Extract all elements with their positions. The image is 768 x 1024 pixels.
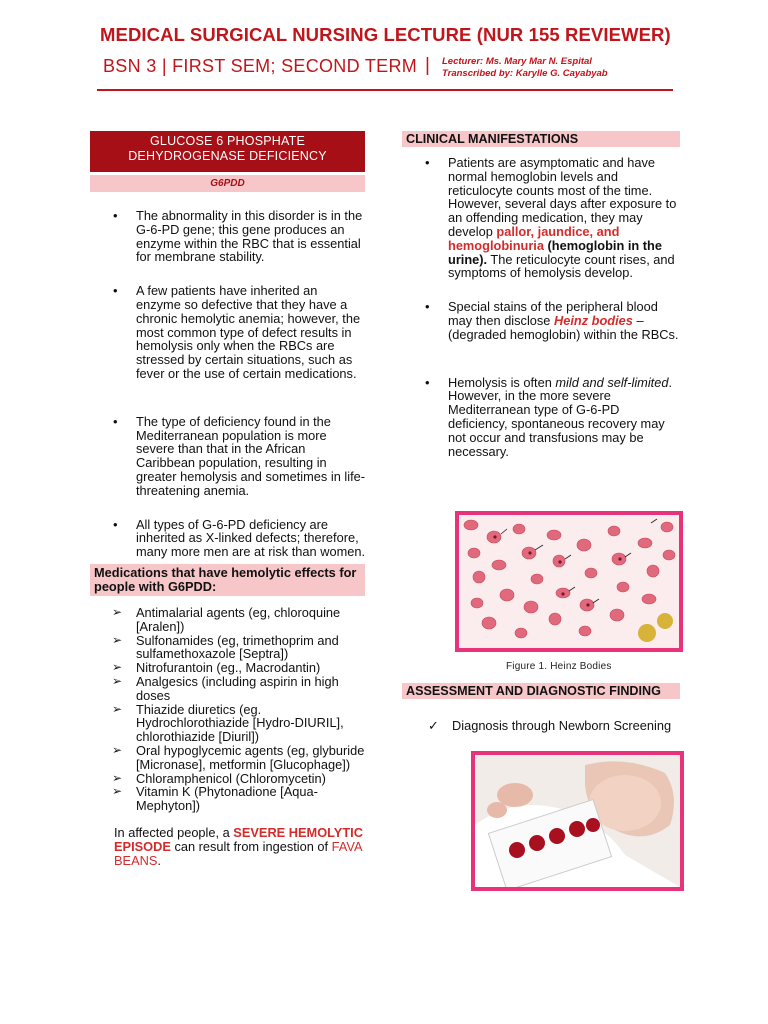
list-item: • The abnormality in this disorder is in the G-6-PD gene; this gene produces an enzyme within the RBC that is essential for membrane stability. [90, 209, 365, 264]
list-item: • All types of G-6-PD deficiency are inherited as X-linked defects; therefore, many more men are at risk than women. [90, 518, 365, 559]
list-item: • A few patients have inherited an enzyme so defective that they have a chronic hemolytic anemia; however, the most common type of defect results in hemolysis only when the RBCs are stressed by certain situations, such as fever or the use of certain medications. [90, 284, 365, 381]
medications-heading: Medications that have hemolytic effects for people with G6PDD: [90, 564, 365, 596]
transcriber-line: Transcribed by: Karylle G. Cayabyab [442, 68, 608, 79]
header-credits [442, 56, 608, 80]
clin1-end: The reticulocyte count rises, and symptoms of hemolysis develop. [448, 251, 675, 281]
clin1-bold: (hemoglobin in the urine). [448, 237, 662, 267]
list-item: ➢ Chloramphenicol (Chloromycetin) [90, 772, 365, 786]
section-title-line-1: GLUCOSE 6 PHOSPHATE [150, 134, 305, 148]
header-separator: | [425, 55, 430, 76]
note-highlight-episode: SEVERE HEMOLYTIC EPISODE [114, 824, 363, 854]
heinz-bodies-micrograph [459, 515, 679, 648]
list-item [402, 156, 680, 280]
list-item: ➢ Antimalarial agents (eg, chloroquine [Aralen]) [90, 606, 365, 634]
heinz-bodies-figure [455, 511, 683, 652]
list-item: ➢ Analgesics (including aspirin in high doses [90, 675, 365, 703]
fava-beans-note [90, 826, 365, 868]
clin3-end: . However, in the more severe Mediterranean type of G-6-PD deficiency, spontaneous recovery may not occur and transfusions may be necessary. [448, 374, 673, 459]
left-column [90, 131, 365, 868]
note-highlight-fava: FAVA BEANS [114, 838, 362, 868]
clin3-text: Hemolysis is often [448, 374, 556, 390]
clinical-manifestations-heading: CLINICAL MANIFESTATIONS [402, 131, 680, 147]
list-item: ➢ Thiazide diuretics (eg. Hydrochlorothiazide [Hydro-DIURIL], chlorothiazide [Diuril]) [90, 703, 365, 744]
right-column [402, 131, 680, 458]
clin2-end: – (degraded hemoglobin) within the RBCs. [448, 312, 679, 342]
medications-list [90, 606, 365, 813]
list-item [402, 376, 680, 459]
note-text-mid: can result from ingestion of [170, 838, 332, 854]
document-title: MEDICAL SURGICAL NURSING LECTURE (NUR 155 REVIEWER) [100, 24, 671, 45]
assessment-list [402, 719, 680, 733]
list-item: ✓ Diagnosis through Newborn Screening [402, 719, 680, 733]
clin3-italic: mild and self-limited [555, 374, 669, 390]
clin1-text: Patients are asymptomatic and have normal hemoglobin levels and reticulocyte counts most of the time. However, several days after exposure to an offending medication, they may develop [448, 155, 677, 239]
list-item: ➢ Sulfonamides (eg, trimethoprim and sulfamethoxazole [Septra]) [90, 634, 365, 662]
section-title-box [90, 131, 365, 172]
list-item: • The type of deficiency found in the Mediterranean population is more severe than that in the African Caribbean population, resulting in greater hemolysis and sometimes in life-threatening anemia. [90, 415, 365, 498]
newborn-screening-photo [475, 755, 680, 887]
figure-1-caption: Figure 1. Heinz Bodies [506, 661, 612, 672]
newborn-screening-figure [471, 751, 684, 891]
left-bullet-list [90, 209, 365, 559]
section-title-line-2: DEHYDROGENASE DEFICIENCY [128, 149, 327, 163]
document-subtitle: BSN 3 | FIRST SEM; SECOND TERM [103, 56, 418, 76]
header-rule [97, 89, 673, 91]
clin1-highlight: pallor, jaundice, and hemoglobinuria [448, 223, 620, 253]
lecturer-line: Lecturer: Ms. Mary Mar N. Espital [442, 56, 592, 67]
list-item: ➢ Vitamin K (Phytonadione [Aqua-Mephyton]) [90, 785, 365, 813]
clin2-highlight: Heinz bodies [553, 312, 633, 328]
section-abbrev: G6PDD [90, 175, 365, 192]
clinical-list [402, 156, 680, 458]
clin2-text: Special stains of the peripheral blood may then disclose [448, 299, 658, 328]
list-item: ➢ Nitrofurantoin (eg., Macrodantin) [90, 661, 365, 675]
note-text-start: In affected people, a [114, 824, 234, 840]
note-text-end: . [157, 852, 161, 868]
list-item: ➢ Oral hypoglycemic agents (eg, glyburide [Micronase], metformin [Glucophage]) [90, 744, 365, 772]
list-item [402, 300, 680, 341]
assessment-heading: ASSESSMENT AND DIAGNOSTIC FINDING [402, 683, 680, 699]
